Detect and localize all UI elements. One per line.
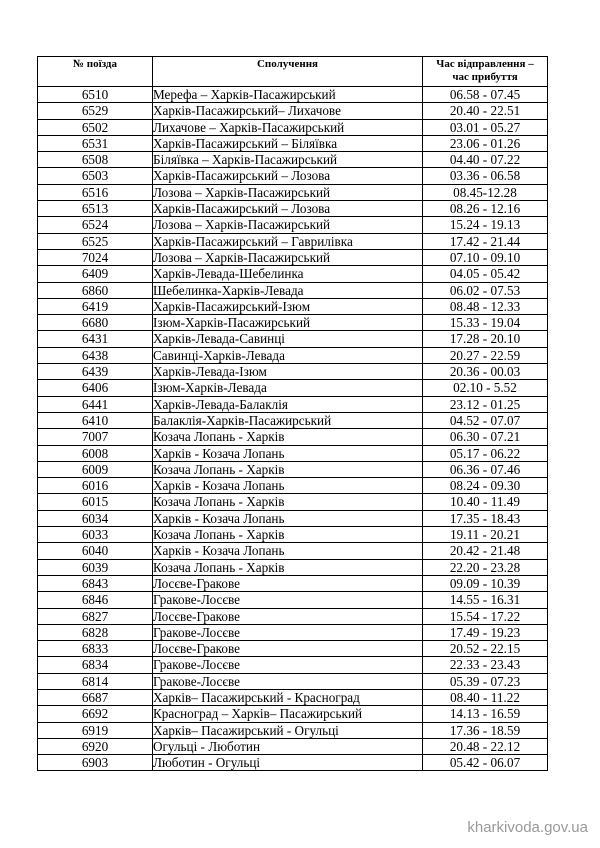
table-row bbox=[38, 608, 548, 624]
time-cell: 20.40 - 22.51 bbox=[423, 103, 548, 119]
time-cell: 17.36 - 18.59 bbox=[423, 722, 548, 738]
train-number-cell: 6513 bbox=[38, 201, 153, 217]
train-number-cell: 6692 bbox=[38, 706, 153, 722]
route-cell: Козача Лопань - Харків bbox=[153, 527, 423, 543]
train-number-cell: 6039 bbox=[38, 559, 153, 575]
train-number-cell: 6860 bbox=[38, 282, 153, 298]
table-row bbox=[38, 412, 548, 428]
train-number-cell: 6827 bbox=[38, 608, 153, 624]
time-cell: 17.28 - 20.10 bbox=[423, 331, 548, 347]
route-cell: Біляївка – Харків-Пасажирський bbox=[153, 152, 423, 168]
route-cell: Харків-Левада-Балаклія bbox=[153, 396, 423, 412]
time-cell: 23.06 - 01.26 bbox=[423, 135, 548, 151]
table-row bbox=[38, 575, 548, 591]
time-cell: 05.17 - 06.22 bbox=[423, 445, 548, 461]
table-row bbox=[38, 559, 548, 575]
table-row bbox=[38, 478, 548, 494]
train-number-cell: 6687 bbox=[38, 689, 153, 705]
time-cell: 10.40 - 11.49 bbox=[423, 494, 548, 510]
train-number-cell: 6843 bbox=[38, 575, 153, 591]
train-number-cell: 6015 bbox=[38, 494, 153, 510]
header-route: Сполучення bbox=[153, 57, 423, 87]
time-cell: 07.10 - 09.10 bbox=[423, 249, 548, 265]
route-cell: Лозова – Харків-Пасажирський bbox=[153, 249, 423, 265]
route-cell: Гракове-Лосєве bbox=[153, 673, 423, 689]
table-row bbox=[38, 233, 548, 249]
route-cell: Харків-Пасажирський – Лозова bbox=[153, 201, 423, 217]
table-row bbox=[38, 755, 548, 771]
table-row bbox=[38, 347, 548, 363]
route-cell: Огульці - Люботин bbox=[153, 738, 423, 754]
table-row bbox=[38, 217, 548, 233]
time-cell: 04.40 - 07.22 bbox=[423, 152, 548, 168]
train-number-cell: 6531 bbox=[38, 135, 153, 151]
train-number-cell: 6409 bbox=[38, 266, 153, 282]
route-cell: Мерефа – Харків-Пасажирський bbox=[153, 87, 423, 103]
route-cell: Гракове-Лосєве bbox=[153, 624, 423, 640]
table-row bbox=[38, 119, 548, 135]
train-number-cell: 6406 bbox=[38, 380, 153, 396]
table-row bbox=[38, 722, 548, 738]
train-number-cell: 6834 bbox=[38, 657, 153, 673]
table-row bbox=[38, 738, 548, 754]
route-cell: Харків - Козача Лопань bbox=[153, 510, 423, 526]
route-cell: Харків-Пасажирський – Біляївка bbox=[153, 135, 423, 151]
time-cell: 08.45-12.28 bbox=[423, 184, 548, 200]
train-number-cell: 6919 bbox=[38, 722, 153, 738]
train-number-cell: 6441 bbox=[38, 396, 153, 412]
table-row bbox=[38, 249, 548, 265]
route-cell: Козача Лопань - Харків bbox=[153, 559, 423, 575]
table-row bbox=[38, 641, 548, 657]
train-number-cell: 6438 bbox=[38, 347, 153, 363]
train-number-cell: 6920 bbox=[38, 738, 153, 754]
train-number-cell: 6828 bbox=[38, 624, 153, 640]
time-cell: 22.33 - 23.43 bbox=[423, 657, 548, 673]
train-number-cell: 6510 bbox=[38, 87, 153, 103]
route-cell: Лозова – Харків-Пасажирський bbox=[153, 184, 423, 200]
route-cell: Харків - Козача Лопань bbox=[153, 445, 423, 461]
route-cell: Люботин - Огульці bbox=[153, 755, 423, 771]
train-number-cell: 6529 bbox=[38, 103, 153, 119]
table-row bbox=[38, 689, 548, 705]
table-row bbox=[38, 445, 548, 461]
train-number-cell: 6410 bbox=[38, 412, 153, 428]
route-cell: Гракове-Лосєве bbox=[153, 592, 423, 608]
time-cell: 20.48 - 22.12 bbox=[423, 738, 548, 754]
route-cell: Ізюм-Харків-Левада bbox=[153, 380, 423, 396]
route-cell: Харків - Козача Лопань bbox=[153, 543, 423, 559]
table-row bbox=[38, 298, 548, 314]
route-cell: Шебелинка-Харків-Левада bbox=[153, 282, 423, 298]
time-cell: 22.20 - 23.28 bbox=[423, 559, 548, 575]
route-cell: Савинці-Харків-Левада bbox=[153, 347, 423, 363]
time-cell: 05.42 - 06.07 bbox=[423, 755, 548, 771]
route-cell: Лозова – Харків-Пасажирський bbox=[153, 217, 423, 233]
table-row bbox=[38, 494, 548, 510]
train-number-cell: 6833 bbox=[38, 641, 153, 657]
route-cell: Харків– Пасажирський - Красноград bbox=[153, 689, 423, 705]
table-row bbox=[38, 510, 548, 526]
train-number-cell: 6680 bbox=[38, 315, 153, 331]
table-row bbox=[38, 396, 548, 412]
route-cell: Гракове-Лосєве bbox=[153, 657, 423, 673]
train-number-cell: 6009 bbox=[38, 461, 153, 477]
time-cell: 08.48 - 12.33 bbox=[423, 298, 548, 314]
train-number-cell: 6502 bbox=[38, 119, 153, 135]
route-cell: Харків - Козача Лопань bbox=[153, 478, 423, 494]
time-cell: 02.10 - 5.52 bbox=[423, 380, 548, 396]
train-number-cell: 6814 bbox=[38, 673, 153, 689]
time-cell: 20.42 - 21.48 bbox=[423, 543, 548, 559]
train-number-cell: 6016 bbox=[38, 478, 153, 494]
route-cell: Харків-Левада-Ізюм bbox=[153, 364, 423, 380]
route-cell: Козача Лопань - Харків bbox=[153, 494, 423, 510]
time-cell: 17.49 - 19.23 bbox=[423, 624, 548, 640]
time-cell: 06.58 - 07.45 bbox=[423, 87, 548, 103]
table-row bbox=[38, 184, 548, 200]
table-row bbox=[38, 527, 548, 543]
time-cell: 20.36 - 00.03 bbox=[423, 364, 548, 380]
train-number-cell: 6431 bbox=[38, 331, 153, 347]
header-time-line2: час прибуття bbox=[452, 71, 518, 83]
time-cell: 20.52 - 22.15 bbox=[423, 641, 548, 657]
time-cell: 08.24 - 09.30 bbox=[423, 478, 548, 494]
route-cell: Красноград – Харків– Пасажирський bbox=[153, 706, 423, 722]
route-cell: Харків-Пасажирський-Ізюм bbox=[153, 298, 423, 314]
table-row bbox=[38, 315, 548, 331]
route-cell: Козача Лопань - Харків bbox=[153, 461, 423, 477]
table-row bbox=[38, 592, 548, 608]
train-number-cell: 6846 bbox=[38, 592, 153, 608]
train-number-cell: 7007 bbox=[38, 429, 153, 445]
table-row bbox=[38, 331, 548, 347]
table-header-row bbox=[38, 57, 548, 87]
table-row bbox=[38, 87, 548, 103]
table-row bbox=[38, 135, 548, 151]
table-row bbox=[38, 201, 548, 217]
time-cell: 17.35 - 18.43 bbox=[423, 510, 548, 526]
route-cell: Лосєве-Гракове bbox=[153, 608, 423, 624]
table-row bbox=[38, 266, 548, 282]
time-cell: 04.52 - 07.07 bbox=[423, 412, 548, 428]
header-departure-arrival bbox=[423, 57, 548, 87]
time-cell: 15.54 - 17.22 bbox=[423, 608, 548, 624]
route-cell: Харків-Пасажирський – Гаврилівка bbox=[153, 233, 423, 249]
time-cell: 20.27 - 22.59 bbox=[423, 347, 548, 363]
table-row bbox=[38, 543, 548, 559]
route-cell: Лосєве-Гракове bbox=[153, 641, 423, 657]
table-row bbox=[38, 429, 548, 445]
time-cell: 17.42 - 21.44 bbox=[423, 233, 548, 249]
route-cell: Балаклія-Харків-Пасажирський bbox=[153, 412, 423, 428]
route-cell: Харків-Левада-Савинці bbox=[153, 331, 423, 347]
header-time-line1: Час відправлення – bbox=[436, 58, 534, 70]
header-train-number: № поїзда bbox=[38, 57, 153, 87]
table-row bbox=[38, 152, 548, 168]
table-row bbox=[38, 103, 548, 119]
route-cell: Харків-Пасажирський– Лихачове bbox=[153, 103, 423, 119]
table-row bbox=[38, 364, 548, 380]
time-cell: 14.55 - 16.31 bbox=[423, 592, 548, 608]
train-number-cell: 6008 bbox=[38, 445, 153, 461]
site-watermark: kharkivoda.gov.ua bbox=[467, 819, 588, 836]
train-number-cell: 6525 bbox=[38, 233, 153, 249]
train-schedule-table bbox=[37, 56, 548, 771]
time-cell: 15.33 - 19.04 bbox=[423, 315, 548, 331]
table-row bbox=[38, 282, 548, 298]
train-number-cell: 7024 bbox=[38, 249, 153, 265]
time-cell: 04.05 - 05.42 bbox=[423, 266, 548, 282]
train-number-cell: 6524 bbox=[38, 217, 153, 233]
route-cell: Харків– Пасажирський - Огульці bbox=[153, 722, 423, 738]
train-number-cell: 6033 bbox=[38, 527, 153, 543]
train-number-cell: 6439 bbox=[38, 364, 153, 380]
time-cell: 09.09 - 10.39 bbox=[423, 575, 548, 591]
table-row bbox=[38, 706, 548, 722]
route-cell: Лихачове – Харків-Пасажирський bbox=[153, 119, 423, 135]
time-cell: 08.40 - 11.22 bbox=[423, 689, 548, 705]
table-row bbox=[38, 657, 548, 673]
time-cell: 19.11 - 20.21 bbox=[423, 527, 548, 543]
table-row bbox=[38, 461, 548, 477]
route-cell: Ізюм-Харків-Пасажирський bbox=[153, 315, 423, 331]
table-row bbox=[38, 673, 548, 689]
table-row bbox=[38, 624, 548, 640]
route-cell: Харків-Левада-Шебелинка bbox=[153, 266, 423, 282]
route-cell: Харків-Пасажирський – Лозова bbox=[153, 168, 423, 184]
time-cell: 06.30 - 07.21 bbox=[423, 429, 548, 445]
time-cell: 03.36 - 06.58 bbox=[423, 168, 548, 184]
time-cell: 06.36 - 07.46 bbox=[423, 461, 548, 477]
route-cell: Лосєве-Гракове bbox=[153, 575, 423, 591]
train-number-cell: 6419 bbox=[38, 298, 153, 314]
train-number-cell: 6508 bbox=[38, 152, 153, 168]
train-number-cell: 6516 bbox=[38, 184, 153, 200]
train-number-cell: 6903 bbox=[38, 755, 153, 771]
table-row bbox=[38, 168, 548, 184]
time-cell: 06.02 - 07.53 bbox=[423, 282, 548, 298]
time-cell: 05.39 - 07.23 bbox=[423, 673, 548, 689]
time-cell: 15.24 - 19.13 bbox=[423, 217, 548, 233]
table-row bbox=[38, 380, 548, 396]
route-cell: Козача Лопань - Харків bbox=[153, 429, 423, 445]
time-cell: 14.13 - 16.59 bbox=[423, 706, 548, 722]
time-cell: 08.26 - 12.16 bbox=[423, 201, 548, 217]
train-number-cell: 6040 bbox=[38, 543, 153, 559]
train-number-cell: 6503 bbox=[38, 168, 153, 184]
time-cell: 23.12 - 01.25 bbox=[423, 396, 548, 412]
time-cell: 03.01 - 05.27 bbox=[423, 119, 548, 135]
train-number-cell: 6034 bbox=[38, 510, 153, 526]
